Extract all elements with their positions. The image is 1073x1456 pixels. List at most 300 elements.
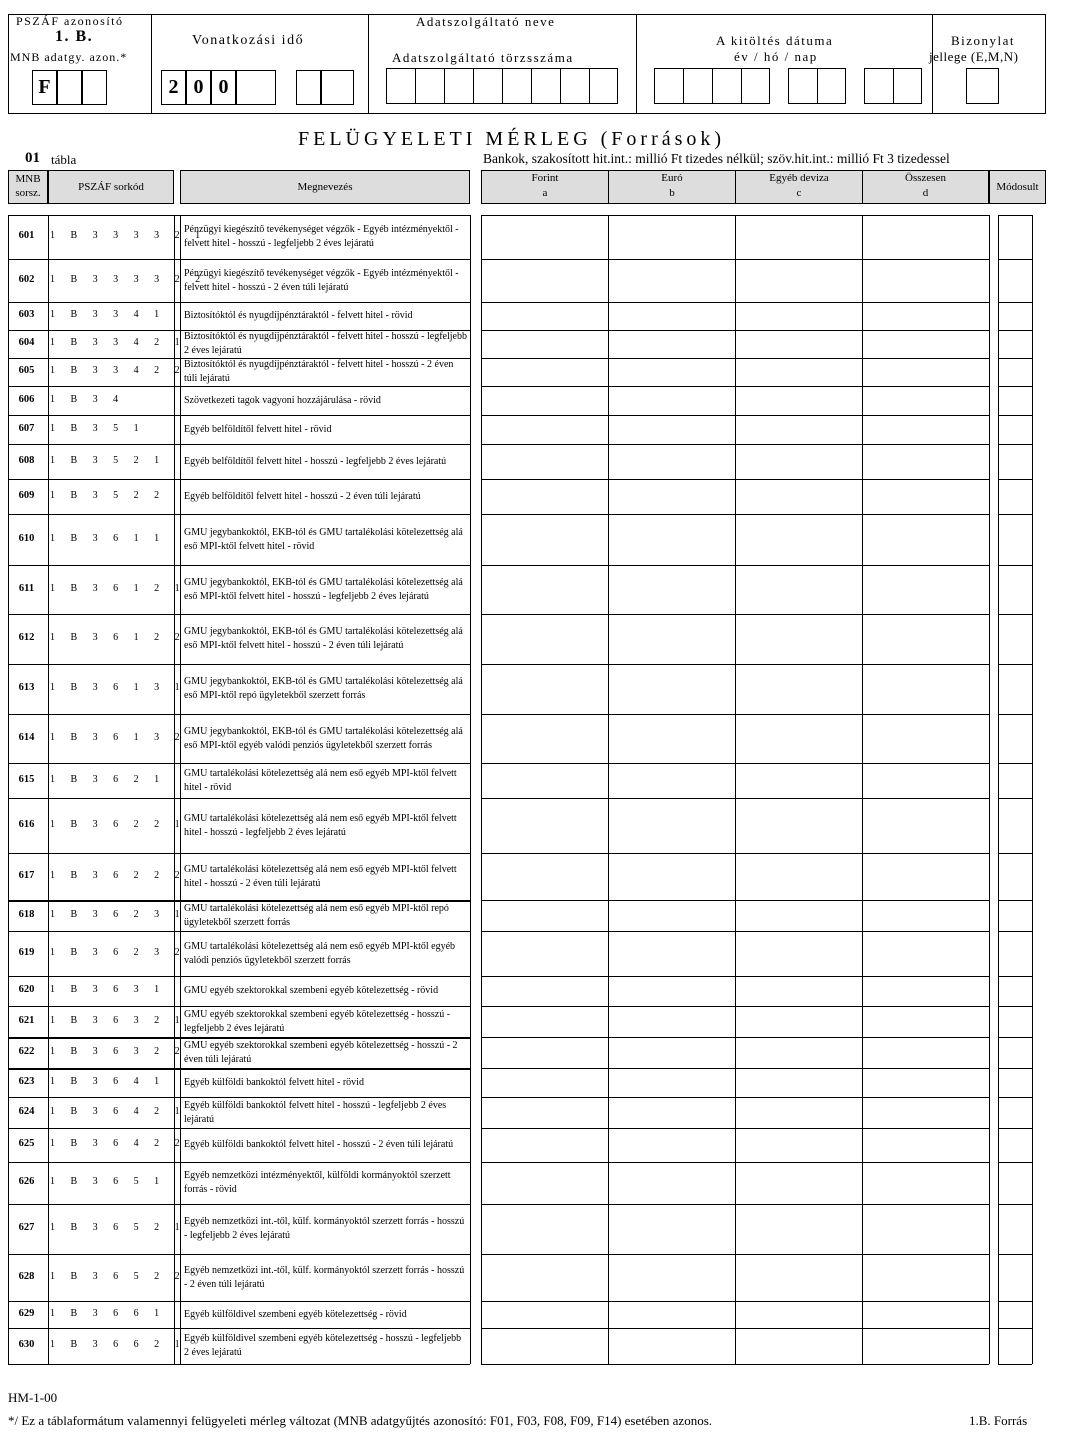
grid-vline-left	[174, 215, 175, 1364]
row-number: 625	[18, 1138, 35, 1149]
modosult-cell[interactable]	[999, 1038, 1032, 1067]
value-cell[interactable]	[482, 977, 608, 1005]
value-cell[interactable]	[482, 1255, 608, 1300]
row-number: 615	[18, 773, 35, 785]
value-cell[interactable]	[482, 799, 608, 852]
col-osszesen-label: Összesen	[905, 172, 946, 184]
col-egyeb-label: Egyéb deviza	[769, 172, 829, 184]
value-cell[interactable]	[609, 331, 735, 357]
value-cell[interactable]	[482, 1069, 608, 1096]
modosult-cell[interactable]	[999, 901, 1032, 930]
value-cell[interactable]	[736, 260, 862, 301]
row-name: Pénzügyi kiegészítő tevékenységet végzők - Egyéb intézményektől - felvett hitel - hosszú - legfeljebb 2 éves lejáratú	[184, 224, 459, 249]
value-cell[interactable]	[482, 665, 608, 713]
value-cell[interactable]	[609, 216, 735, 258]
modosult-cell[interactable]	[999, 331, 1032, 357]
row-code: 1 B 3 3 4 2 2	[50, 365, 187, 376]
row-name: Egyéb külföldi bankoktól felvett hitel - hosszú - legfeljebb 2 éves lejáratú	[184, 1099, 447, 1125]
value-cell[interactable]	[736, 1098, 862, 1127]
row-number: 612	[18, 632, 35, 643]
value-cell[interactable]	[609, 1255, 735, 1300]
modosult-cell[interactable]	[999, 416, 1032, 443]
value-cell[interactable]	[736, 515, 862, 564]
row-name: GMU egyéb szektorokkal szembeni egyéb kötelezettség - hosszú - legfeljebb 2 éves lejáratú	[184, 1008, 451, 1034]
value-cell[interactable]	[863, 331, 989, 357]
row-code: 1 B 3 6 4 2 1	[50, 1105, 187, 1117]
value-cell[interactable]	[863, 1129, 989, 1161]
row-number: 604	[18, 337, 35, 348]
value-cell[interactable]	[609, 764, 735, 797]
row-name: Egyéb nemzetközi int.-től, külf. kormányoktól szerzett forrás - hosszú - 2 éven túli lejáratú	[184, 1264, 465, 1290]
row-name: Egyéb külföldi bankoktól felvett hitel - hosszú - 2 éven túli lejáratú	[184, 1139, 454, 1150]
value-cell[interactable]	[482, 260, 608, 301]
row-code: 1 B 3 6 3 1	[50, 984, 166, 995]
value-cell[interactable]	[863, 799, 989, 852]
page-label: 1.B. Forrás	[969, 1413, 1028, 1428]
row-number: 627	[18, 1222, 35, 1233]
col-forint-label: Forint	[531, 172, 559, 184]
fill-date-format: év / hó / nap	[734, 49, 818, 64]
value-cell[interactable]	[863, 715, 989, 762]
modosult-cell[interactable]	[999, 615, 1032, 663]
value-cell[interactable]	[482, 359, 608, 385]
row-number: 620	[18, 984, 35, 995]
col-modosult-label: Módosult	[996, 181, 1039, 193]
row-code: 1 B 3 6 2 3 2	[50, 946, 187, 958]
row-code: 1 B 3 5 1	[50, 422, 146, 434]
row-code: 1 B 3 6 2 2 2	[50, 869, 187, 881]
row-code: 1 B 3 5 2 1	[50, 454, 166, 466]
row-code: 1 B 3 3 4 2 1	[50, 337, 187, 348]
date-month-cells[interactable]	[788, 68, 846, 104]
row-name: Szövetkezeti tagok vagyoni hozzájárulása - rövid	[184, 394, 381, 406]
row-code: 1 B 3 6 2 2 1	[50, 818, 187, 830]
date-year-cells[interactable]	[654, 68, 770, 104]
value-cell[interactable]	[482, 1205, 608, 1253]
value-cell[interactable]	[609, 1205, 735, 1253]
value-cell[interactable]	[609, 1129, 735, 1161]
row-code: 1 B 3 6 3 2 1	[50, 1014, 187, 1026]
modosult-cell[interactable]	[999, 1302, 1032, 1327]
value-cell[interactable]	[736, 715, 862, 762]
mnb-cell-2[interactable]	[57, 70, 82, 105]
row-name: GMU tartalékolási kötelezettség alá nem eső egyéb MPI-ktől felvett hitel - hosszú - legfeljebb 2 éves lejáratú	[184, 812, 457, 838]
value-cell[interactable]	[863, 1163, 989, 1203]
row-number: 630	[18, 1339, 35, 1350]
row-number: 616	[18, 818, 35, 830]
row-name: Egyéb nemzetközi int.-től, külf. kormányoktól szerzett forrás - hosszú - legfeljebb 2 éves lejáratú	[184, 1216, 465, 1241]
value-cell[interactable]	[609, 715, 735, 762]
value-cell[interactable]	[736, 566, 862, 613]
value-cell[interactable]	[609, 480, 735, 513]
row-code: 1 B 3 6 1 2 1	[50, 582, 187, 594]
value-cell[interactable]	[609, 1069, 735, 1096]
grid-vline-modosult	[1032, 215, 1033, 1364]
value-cell[interactable]	[482, 303, 608, 329]
value-cell[interactable]	[863, 1205, 989, 1253]
value-cell[interactable]	[736, 216, 862, 258]
value-cell[interactable]	[482, 1129, 608, 1161]
form-code: HM-1-00	[8, 1390, 58, 1405]
provider-reg-label: Adatszolgáltató törzsszáma	[392, 50, 574, 65]
modosult-cell[interactable]	[999, 1205, 1032, 1253]
value-cell[interactable]	[609, 1329, 735, 1363]
value-cell[interactable]	[736, 764, 862, 797]
value-cell[interactable]	[736, 977, 862, 1005]
value-cell[interactable]	[736, 1129, 862, 1161]
value-cell[interactable]	[609, 387, 735, 414]
row-code: 1 B 3 4	[50, 393, 125, 405]
row-number: 602	[18, 273, 35, 285]
col-osszesen-header	[862, 170, 989, 204]
modosult-cell[interactable]	[999, 665, 1032, 713]
col-modosult-header	[989, 170, 1046, 204]
row-number: 605	[18, 365, 35, 376]
modosult-cell[interactable]	[999, 480, 1032, 513]
col-pszaf-header	[48, 170, 174, 204]
row-code: 1 B 3 6 4 1	[50, 1075, 166, 1087]
grid-vline-left	[48, 215, 49, 1364]
grid-vline-values	[989, 215, 990, 1364]
period-cell-1[interactable]	[296, 70, 321, 105]
page-title: FELÜGYELETI MÉRLEG (Források)	[298, 128, 726, 150]
row-number: 609	[18, 489, 35, 501]
value-cell[interactable]	[863, 1329, 989, 1363]
value-cell[interactable]	[609, 515, 735, 564]
table-number: 01	[25, 150, 40, 166]
row-code: 1 B 3 6 6 1	[50, 1307, 166, 1319]
row-code: 1 B 3 6 4 2 2	[50, 1138, 187, 1149]
row-number: 614	[18, 731, 35, 743]
pszaf-label: PSZÁF azonosító	[16, 14, 124, 28]
col-egyeb-sub: c	[796, 187, 802, 199]
value-cell[interactable]	[736, 480, 862, 513]
fill-date-label: A kitöltés dátuma	[716, 33, 834, 48]
value-cell[interactable]	[609, 932, 735, 975]
date-day-cells[interactable]	[864, 68, 922, 104]
value-cell[interactable]	[863, 480, 989, 513]
value-cell[interactable]	[736, 1069, 862, 1096]
modosult-cell[interactable]	[999, 216, 1032, 258]
doc-type-cell[interactable]	[966, 68, 999, 104]
value-cell[interactable]	[863, 977, 989, 1005]
row-code: 1 B 3 6 5 2 2	[50, 1270, 187, 1282]
value-cell[interactable]	[482, 1329, 608, 1363]
value-cell[interactable]	[609, 854, 735, 899]
value-cell[interactable]	[863, 416, 989, 443]
pszaf-value: 1. B.	[55, 28, 94, 45]
row-number: 608	[18, 454, 35, 466]
row-name: Egyéb nemzetközi intézményektől, külföldi kormányoktól szerzett forrás - rövid	[184, 1170, 451, 1195]
year-cell-4[interactable]	[236, 70, 276, 105]
modosult-cell[interactable]	[999, 1098, 1032, 1127]
value-cell[interactable]	[482, 387, 608, 414]
col-pszaf-label: PSZÁF sorkód	[78, 181, 144, 193]
col-name-header	[180, 170, 470, 204]
row-name: GMU egyéb szektorokkal szembeni egyéb kötelezettség - rövid	[184, 985, 439, 996]
value-cell[interactable]	[609, 977, 735, 1005]
row-name: GMU jegybankoktól, EKB-tól és GMU tartalékolási kötelezettség alá eső MPI-ktől egyéb valódi penziós ügyletekből szerzett forrás	[184, 725, 463, 751]
col-osszesen-sub: d	[922, 187, 929, 199]
year-cell-3[interactable]: 0	[211, 70, 236, 105]
value-cell[interactable]	[482, 901, 608, 930]
col-mnb-label: MNB sorsz.	[15, 173, 41, 199]
row-line-left	[8, 1364, 470, 1365]
row-number: 606	[18, 393, 35, 405]
modosult-cell[interactable]	[999, 1163, 1032, 1203]
col-egyeb-header	[735, 170, 863, 204]
value-cell[interactable]	[736, 932, 862, 975]
provider-name-label: Adatszolgáltató neve	[416, 14, 556, 29]
units-note: Bankok, szakosított hit.int.: millió Ft tizedes nélkül; szöv.hit.int.: millió Ft 3 tizedessel	[483, 151, 950, 166]
value-cell[interactable]	[736, 1302, 862, 1327]
value-cell[interactable]	[863, 932, 989, 975]
col-euro-header	[608, 170, 736, 204]
year-cell-1[interactable]: 2	[161, 70, 186, 105]
row-name: Egyéb külföldivel szembeni egyéb kötelezettség - hosszú - legfeljebb 2 éves lejáratú	[184, 1333, 462, 1358]
row-name: GMU egyéb szektorokkal szembeni egyéb kötelezettség - hosszú - 2 éven túli lejáratú	[184, 1039, 458, 1065]
value-cell[interactable]	[609, 1038, 735, 1067]
value-cell[interactable]	[609, 665, 735, 713]
modosult-cell[interactable]	[999, 515, 1032, 564]
value-cell[interactable]	[736, 1038, 862, 1067]
row-number: 628	[18, 1270, 35, 1282]
value-cell[interactable]	[482, 1098, 608, 1127]
row-number: 607	[18, 422, 35, 434]
row-name: GMU jegybankoktól, EKB-tól és GMU tartalékolási kötelezettség alá eső MPI-ktől repó ügyletekből szerzett forrás	[184, 676, 463, 701]
value-cell[interactable]	[863, 1255, 989, 1300]
row-code: 1 B 3 3 4 1	[50, 309, 166, 320]
value-cell[interactable]	[482, 1038, 608, 1067]
modosult-cell[interactable]	[999, 977, 1032, 1005]
modosult-cell[interactable]	[999, 1129, 1032, 1161]
value-cell[interactable]	[863, 387, 989, 414]
row-name: GMU jegybankoktól, EKB-tól és GMU tartalékolási kötelezettség alá eső MPI-ktől felvett hitel - rövid	[184, 526, 463, 552]
mnb-cell-3[interactable]	[82, 70, 107, 105]
value-cell[interactable]	[863, 359, 989, 385]
modosult-cell[interactable]	[999, 566, 1032, 613]
value-cell[interactable]	[482, 566, 608, 613]
modosult-cell[interactable]	[999, 854, 1032, 899]
value-cell[interactable]	[863, 665, 989, 713]
value-cell[interactable]	[736, 615, 862, 663]
year-cell-2[interactable]: 0	[186, 70, 211, 105]
row-code: 1 B 3 6 2 3 1	[50, 908, 187, 920]
col-name-label: Megnevezés	[297, 181, 353, 193]
row-code: 1 B 3 6 3 2 2	[50, 1045, 187, 1057]
grid-vline-left	[8, 215, 9, 1364]
value-cell[interactable]	[863, 445, 989, 478]
value-cell[interactable]	[736, 799, 862, 852]
value-cell[interactable]	[736, 665, 862, 713]
value-cell[interactable]	[736, 303, 862, 329]
row-name: GMU tartalékolási kötelezettség alá nem eső egyéb MPI-ktől repó ügyletekből szerzett forrás	[184, 902, 449, 928]
value-cell[interactable]	[736, 359, 862, 385]
provider-reg-cells[interactable]	[386, 68, 618, 104]
row-name: Egyéb külföldivel szembeni egyéb kötelezettség - rövid	[184, 1308, 407, 1320]
value-cell[interactable]	[482, 854, 608, 899]
value-cell[interactable]	[736, 854, 862, 899]
row-code: 1 B 3 6 5 1	[50, 1176, 166, 1187]
row-number: 624	[18, 1105, 35, 1117]
value-cell[interactable]	[482, 715, 608, 762]
value-cell[interactable]	[609, 1007, 735, 1036]
value-cell[interactable]	[482, 932, 608, 975]
footer-note: */ Ez a táblaformátum valamennyi felügyeleti mérleg változat (MNB adatgyűjtés azonosító: F01, F03, F08, F09, F14) esetében azonos.	[8, 1413, 713, 1428]
modosult-cell[interactable]	[999, 1255, 1032, 1300]
row-number: 623	[18, 1075, 35, 1087]
row-code: 1 B 3 3 3 3 2 2	[50, 273, 207, 285]
value-cell[interactable]	[863, 566, 989, 613]
value-cell[interactable]	[482, 1007, 608, 1036]
row-name: Egyéb külföldi bankoktól felvett hitel - rövid	[184, 1076, 364, 1088]
value-cell[interactable]	[609, 615, 735, 663]
row-code: 1 B 3 6 6 2 1	[50, 1339, 187, 1350]
row-code: 1 B 3 3 3 3 2 1	[50, 230, 207, 241]
value-cell[interactable]	[736, 901, 862, 930]
value-cell[interactable]	[736, 1205, 862, 1253]
row-name: Pénzügyi kiegészítő tevékenységet végzők - Egyéb intézményektől - felvett hitel - hosszú - 2 éven túli lejáratú	[184, 267, 459, 293]
value-cell[interactable]	[482, 1163, 608, 1203]
modosult-cell[interactable]	[999, 715, 1032, 762]
period-cell-2[interactable]	[321, 70, 354, 105]
value-cell[interactable]	[863, 1038, 989, 1067]
modosult-cell[interactable]	[999, 387, 1032, 414]
row-name: GMU tartalékolási kötelezettség alá nem eső egyéb MPI-ktől felvett hitel - rövid	[184, 767, 457, 793]
value-cell[interactable]	[609, 1098, 735, 1127]
value-cell[interactable]	[609, 260, 735, 301]
value-cell[interactable]	[863, 1069, 989, 1096]
value-cell[interactable]	[863, 764, 989, 797]
value-cell[interactable]	[736, 387, 862, 414]
modosult-cell[interactable]	[999, 260, 1032, 301]
value-cell[interactable]	[863, 1007, 989, 1036]
value-cell[interactable]	[609, 799, 735, 852]
col-mnb-header	[8, 170, 48, 204]
value-cell[interactable]	[609, 445, 735, 478]
reference-period-label: Vonatkozási idő	[192, 33, 305, 48]
row-code: 1 B 3 5 2 2	[50, 489, 166, 501]
row-number: 619	[18, 946, 35, 958]
row-number: 611	[18, 582, 35, 594]
col-forint-sub: a	[542, 187, 548, 199]
row-number: 603	[18, 309, 35, 320]
value-cell[interactable]	[482, 416, 608, 443]
value-cell[interactable]	[609, 1302, 735, 1327]
value-cell[interactable]	[736, 445, 862, 478]
value-cell[interactable]	[482, 331, 608, 357]
mnb-cell-1[interactable]: F	[32, 70, 57, 105]
row-name: Egyéb belföldítől felvett hitel - hosszú - legfeljebb 2 éves lejáratú	[184, 455, 447, 467]
value-cell[interactable]	[609, 416, 735, 443]
modosult-cell[interactable]	[999, 1329, 1032, 1363]
value-cell[interactable]	[482, 1302, 608, 1327]
modosult-cell[interactable]	[999, 932, 1032, 975]
grid-vline-left	[470, 215, 471, 1364]
value-cell[interactable]	[482, 515, 608, 564]
row-name: Egyéb belföldítől felvett hitel - rövid	[184, 423, 332, 435]
row-name: GMU tartalékolási kötelezettség alá nem eső egyéb MPI-ktől felvett hitel - hosszú - 2 éven túli lejáratú	[184, 863, 457, 889]
modosult-cell[interactable]	[999, 1069, 1032, 1096]
value-cell[interactable]	[609, 901, 735, 930]
value-cell[interactable]	[482, 764, 608, 797]
value-cell[interactable]	[863, 216, 989, 258]
value-cell[interactable]	[736, 416, 862, 443]
value-cell[interactable]	[736, 1163, 862, 1203]
value-cell[interactable]	[609, 303, 735, 329]
row-code: 1 B 3 6 5 2 1	[50, 1222, 187, 1233]
col-euro-label: Euró	[661, 172, 683, 184]
row-number: 610	[18, 532, 35, 544]
row-name: GMU jegybankoktól, EKB-tól és GMU tartalékolási kötelezettség alá eső MPI-ktől felvett hitel - hosszú - legfeljebb 2 éves lejáratú	[184, 576, 463, 602]
row-line-values	[481, 1364, 989, 1365]
value-cell[interactable]	[609, 1163, 735, 1203]
row-name: Egyéb belföldítől felvett hitel - hosszú - 2 éven túli lejáratú	[184, 490, 421, 502]
value-cell[interactable]	[736, 1329, 862, 1363]
modosult-cell[interactable]	[999, 1007, 1032, 1036]
row-code: 1 B 3 6 1 3 2	[50, 731, 187, 743]
doc-type-options: jellege (E,M,N)	[929, 49, 1019, 64]
row-number: 629	[18, 1307, 35, 1319]
modosult-cell[interactable]	[999, 799, 1032, 852]
modosult-cell[interactable]	[999, 764, 1032, 797]
value-cell[interactable]	[482, 445, 608, 478]
row-name: Biztosítóktól és nyugdíjpénztáraktól - felvett hitel - hosszú - legfeljebb 2 éves lejáratú	[184, 331, 467, 356]
row-number: 622	[18, 1045, 35, 1057]
row-number: 618	[18, 908, 35, 920]
row-code: 1 B 3 6 2 1	[50, 773, 166, 785]
value-cell[interactable]	[482, 615, 608, 663]
row-name: GMU jegybankoktól, EKB-tól és GMU tartalékolási kötelezettség alá eső MPI-ktől felvett hitel - hosszú - 2 éven túli lejáratú	[184, 626, 463, 651]
row-number: 613	[18, 682, 35, 693]
row-number: 617	[18, 869, 35, 881]
row-number: 601	[18, 230, 35, 241]
value-cell[interactable]	[863, 515, 989, 564]
row-number: 621	[18, 1014, 35, 1026]
value-cell[interactable]	[609, 566, 735, 613]
value-cell[interactable]	[863, 615, 989, 663]
col-forint-header	[481, 170, 609, 204]
value-cell[interactable]	[736, 331, 862, 357]
value-cell[interactable]	[736, 1255, 862, 1300]
modosult-cell[interactable]	[999, 303, 1032, 329]
row-code: 1 B 3 6 1 3 1	[50, 682, 187, 693]
value-cell[interactable]	[863, 901, 989, 930]
value-cell[interactable]	[482, 480, 608, 513]
table-word: tábla	[51, 152, 77, 167]
value-cell[interactable]	[482, 216, 608, 258]
value-cell[interactable]	[863, 1302, 989, 1327]
row-name: GMU tartalékolási kötelezettség alá nem eső egyéb MPI-ktől egyéb valódi penziós ügyletekből szerzett forrás	[184, 940, 456, 966]
row-line-modosult	[998, 1364, 1032, 1365]
doc-type-label: Bizonylat	[951, 33, 1016, 48]
row-code: 1 B 3 6 1 1	[50, 532, 166, 544]
row-code: 1 B 3 6 1 2 2	[50, 632, 187, 643]
value-cell[interactable]	[609, 359, 735, 385]
value-cell[interactable]	[863, 1098, 989, 1127]
row-number: 626	[18, 1176, 35, 1187]
value-cell[interactable]	[863, 260, 989, 301]
col-euro-sub: b	[669, 187, 675, 199]
modosult-cell[interactable]	[999, 359, 1032, 385]
value-cell[interactable]	[736, 1007, 862, 1036]
value-cell[interactable]	[863, 303, 989, 329]
row-name: Biztosítóktól és nyugdíjpénztáraktól - felvett hitel - rövid	[184, 310, 413, 321]
modosult-cell[interactable]	[999, 445, 1032, 478]
mnb-label: MNB adatgy. azon.*	[10, 50, 128, 64]
row-name: Biztosítóktól és nyugdíjpénztáraktól - felvett hitel - hosszú - 2 éven túli lejáratú	[184, 359, 454, 384]
value-cell[interactable]	[863, 854, 989, 899]
